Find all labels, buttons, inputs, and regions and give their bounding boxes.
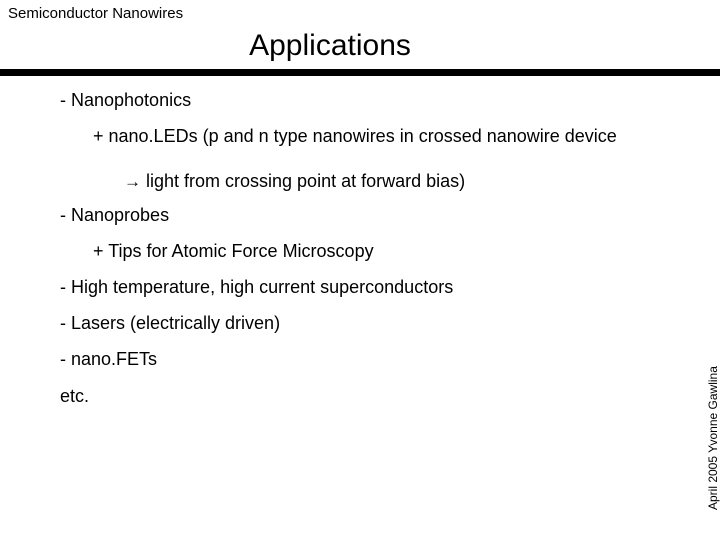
bullet-etc: etc. <box>60 386 90 406</box>
sub-bullet-afm-tips: + Tips for Atomic Force Microscopy <box>93 241 374 261</box>
sub-bullet-nano-leds: + nano.LEDs (p and n type nanowires in crossed nanowire device <box>93 126 617 146</box>
bullet-nano-fets: - nano.FETs <box>60 349 158 369</box>
sub-bullet-continuation <box>124 170 465 193</box>
continuation-text: light from crossing point at forward bias) <box>146 171 466 191</box>
bullet-nanophotonics: - Nanophotonics <box>60 90 192 110</box>
vertical-footer-note: April 2005 Yvonne Gawlina <box>706 366 720 510</box>
bullet-nanoprobes: - Nanoprobes <box>60 205 170 225</box>
slide-title: Applications <box>249 29 411 62</box>
bullet-superconductors: - High temperature, high current superconductors <box>60 277 454 297</box>
right-arrow-icon: → <box>124 172 141 191</box>
title-divider <box>0 69 720 76</box>
header-label: Semiconductor Nanowires <box>8 5 184 22</box>
bullet-lasers: - Lasers (electrically driven) <box>60 313 281 333</box>
